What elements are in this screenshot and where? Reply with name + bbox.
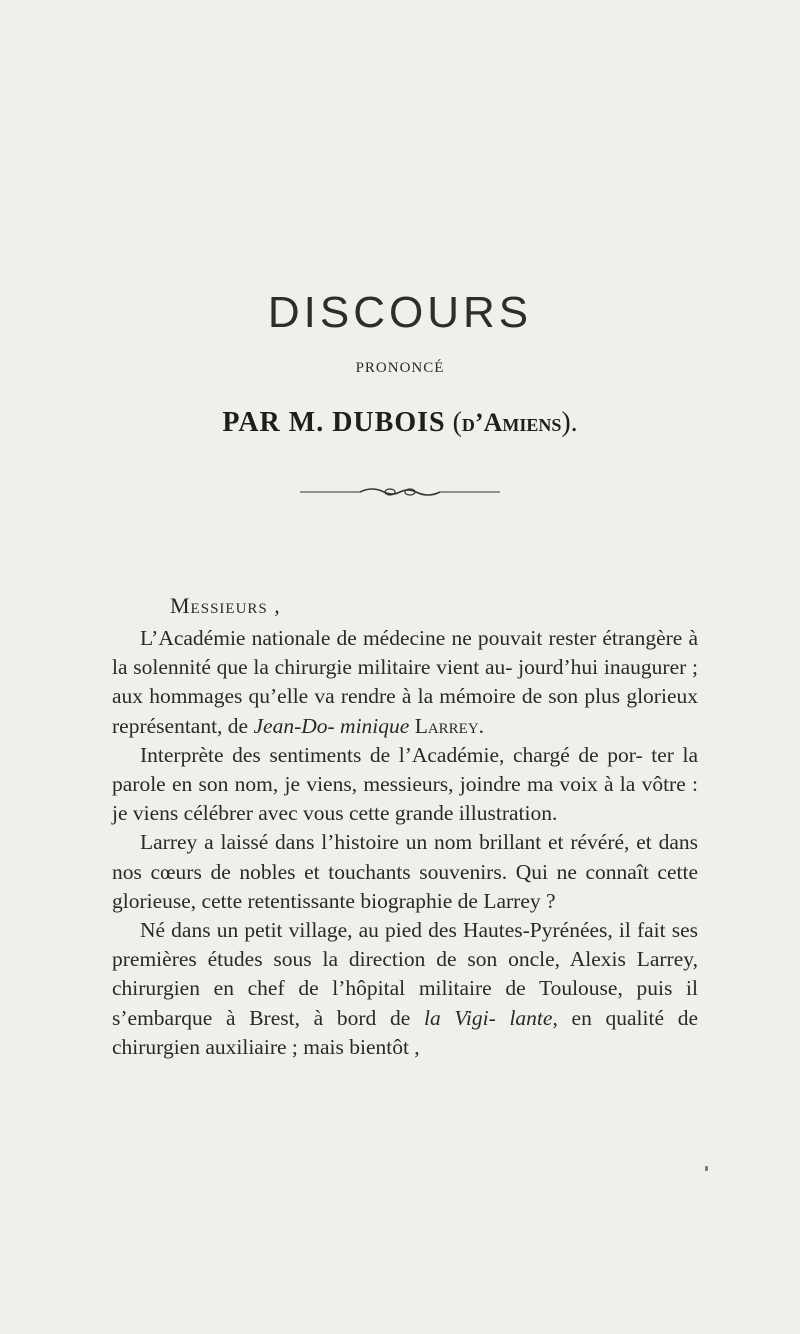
author-name: PAR M. DUBOIS xyxy=(222,407,446,438)
decorative-rule-ornament-icon xyxy=(300,485,500,499)
paragraph-1-text: L’Académie nationale de médecine ne pouvait rester étrangère à la solennité que la chirurgie militaire vient au- jourd’hui inaugurer ; aux hommages qu’elle va rendre à la mémoire de son plus glorieux représentant, de xyxy=(112,626,698,738)
author-paren-close: ). xyxy=(561,407,578,438)
paragraph-1-italic: Jean-Do- minique xyxy=(253,713,410,738)
paragraph-4 xyxy=(112,916,698,1062)
paper-speck xyxy=(705,1166,708,1171)
subtitle-pronounced: PRONONCÉ xyxy=(355,360,445,376)
page-title: DISCOURS xyxy=(267,288,533,337)
salutation: Messieurs , xyxy=(170,593,281,618)
paragraph-3: Larrey a laissé dans l’histoire un nom brillant et révéré, et dans nos cœurs de nobles et touchants souvenirs. Qui ne connaît cette glorieuse, cette retentissante biographie de Larrey ? xyxy=(112,830,698,913)
author-line xyxy=(0,405,800,441)
author-origin: d’Amiens xyxy=(461,408,562,437)
body-text xyxy=(112,624,698,1062)
paragraph-1-smallcaps: Larrey xyxy=(414,713,479,738)
author-paren-open: ( xyxy=(452,407,462,438)
paragraph-2: Interprète des sentiments de l’Académie, chargé de por- ter la parole en son nom, je viens, messieurs, joindre ma voix à la vôtre : je viens célébrer avec vous cette grande illustration. xyxy=(112,742,698,826)
paragraph-1-end: . xyxy=(478,713,485,738)
paragraph-4-italic: la Vigi- lante xyxy=(423,1005,553,1030)
paragraph-4-text: Né dans un petit village, au pied des Hautes-Pyrénées, il fait ses premières études sous la direction de son oncle, Alexis Larrey, chirurgien en chef de l’hôpital militaire de Toulouse, puis il s’embarque à Brest, à bord de xyxy=(112,918,698,1030)
paragraph-4-end: , en qualité de chirurgien auxiliaire ; mais bientôt , xyxy=(112,1005,699,1059)
paragraph-1 xyxy=(112,624,698,741)
